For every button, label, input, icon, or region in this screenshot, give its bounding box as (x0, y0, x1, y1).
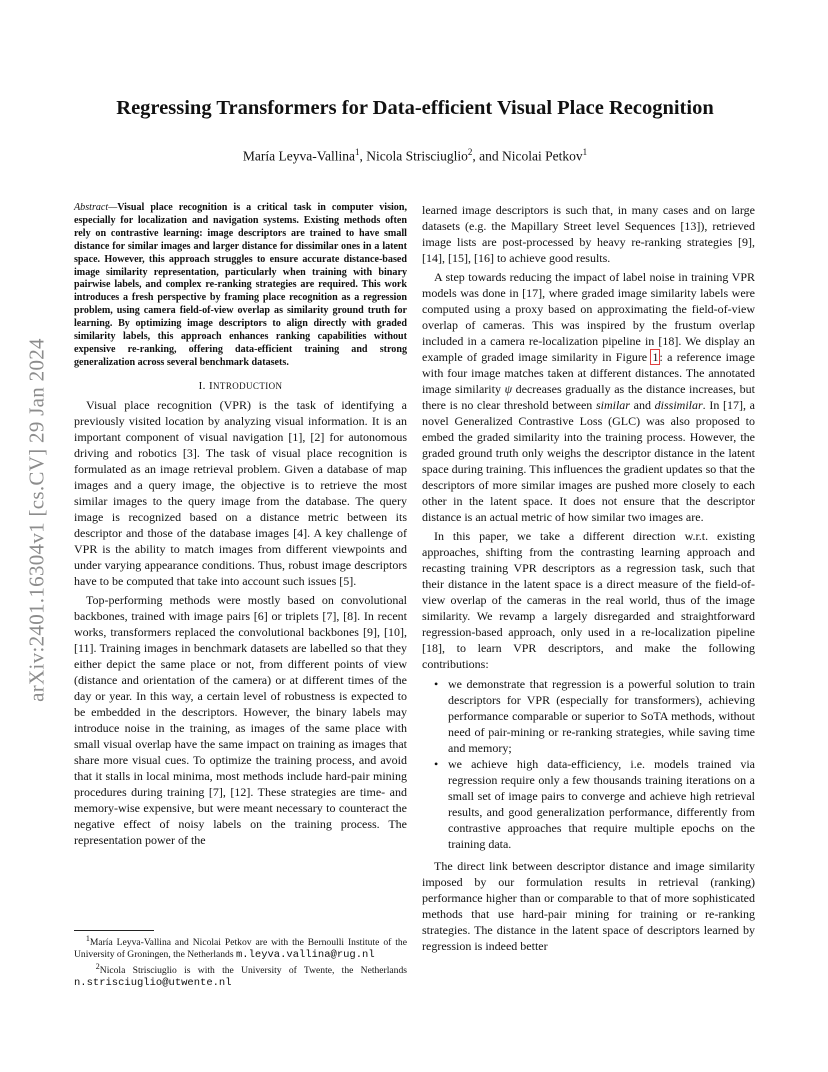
section-title-initial: I (208, 379, 214, 392)
abstract (74, 202, 407, 370)
section-number: I. (198, 379, 206, 392)
abstract-text: Visual place recognition is a critical task in computer vision, especially for localization and navigation systems. Existing methods often rely on contrastive learning: image descriptors are trained to have small distance for similar images and larger distance for dissimilar ones in a latent space. However, this approach struggles to ensure accurate distance-based image similarity representation, particularly when training with binary pairwise labels, and complex re-ranking strategies are required. This work introduces a fresh perspective by framing place recognition as a regression problem, using camera field-of-view overlap as similarity ground truth for learning. By optimizing image descriptors to align directly with graded similarity labels, this approach enhances ranking capabilities without expensive re-ranking, offering data-efficient training and strong generalization across several benchmark datasets. (74, 202, 407, 368)
text-span: : a reference image with four image matches taken at different distances. The annotated image similarity (422, 350, 755, 396)
footnotes (74, 933, 407, 989)
paper-title: Regressing Transformers for Data-efficient Visual Place Recognition (116, 97, 714, 119)
abstract-label: Abstract— (74, 202, 118, 213)
section-heading-introduction (74, 378, 407, 394)
list-item: • we demonstrate that regression is a powerful solution to train descriptors for VPR (especially for transformers), achieving performance comparable or superior to SoTA methods, without need of pair-mining or re-ranking strategies, while saving time and memory; (448, 676, 755, 756)
arxiv-stamp (22, 280, 52, 760)
text-span: and (629, 398, 655, 412)
footnote-mark: 2 (95, 962, 100, 972)
paragraph-continued: learned image descriptors is such that, in many cases and on large datasets (e.g. the Mapillary Street level Sequences [13]), retrieved image lists are post-processed by heavy re-ranking strategies [9], [14], [15], [16] to achieve good results. (422, 203, 755, 265)
footnote-1 (74, 933, 407, 961)
footnote-text: María Leyva-Vallina and Nicolai Petkov are with the Bernoulli Institute of the University of Groningen, the Netherlands (74, 937, 407, 961)
intro-paragraph-1: Visual place recognition (VPR) is the task of identifying a previously visited location by analyzing visual information. It is an important component of visual navigation [1], [2] for autonomous driving and robotics [3]. The task of visual place recognition is formulated as an image retrieval problem. Given a database of map images and a query image, the objective is to retrieve the most similar images to the query image from the database. The query image is recognized based on a distance metric between its descriptor and those of the database images [4]. A key challenge of VPR is the ability to match images from different viewpoints and under varying appearance conditions. Thus, robust image descriptors have to be computed that take into account such issues [5]. (74, 397, 407, 588)
footnote-rule (74, 930, 154, 931)
figure-reference-link[interactable]: 1 (652, 350, 659, 364)
left-column (74, 202, 407, 851)
affiliation-mark: 2 (467, 147, 473, 157)
psi-symbol: ψ (504, 382, 513, 396)
emphasis-dissimilar: dissimilar (654, 398, 703, 412)
approach-paragraph: In this paper, we take a different direction w.r.t. existing approaches, shifting from the contrasting learning approach and recasting training VPR descriptors as a regression task, such that their distance in the latent space is a direct measure of the field-of-view overlap of the cameras in the real world, thus of the image similarity. We revamp a largely disregarded and straightforward regression-based approach, only used in a re-localization pipeline [18], to learn VPR descriptors, and make the following contributions: (422, 529, 755, 671)
author-name: María Leyva-Vallina (242, 148, 355, 164)
emphasis-similar: similar (595, 398, 630, 412)
affiliation-mark: 1 (582, 147, 588, 157)
author-name: Nicola Strisciuglio (366, 148, 468, 164)
author-separator: , and (472, 148, 502, 164)
intro-paragraph-2: Top-performing methods were mostly based on convolutional backbones, trained with image pairs [6] or triplets [7], [8]. In recent works, transformers replaced the convolutional backbones [9], [10], [11]. Training images in benchmark datasets are labelled so that they either depict the same place or not, from different points of view (distance and orientation of the camera) or at different times of the day or year. In this way, a certain level of robustness is expected to be embedded in the descriptors. However, the binary labels may introduce noise in the training, as images of the same place with small visual overlap have the same impact on training as images that share more visual cues. To optimize the training process, and avoid that it stalls in local minima, most methods include hard-pair mining procedures during training [7], [12]. These strategies are time- and memory-wise expensive, but were meant necessary to counteract the negative effect of noisy labels on the training process. The representation power of the (74, 592, 407, 847)
contributions-list (422, 676, 755, 852)
list-item: • we achieve high data-efficiency, i.e. models trained via regression require only a few thousands training iterations on a small set of image pairs to converge and achieve high retrieval results, and good generalization performance, differently from contrastive approaches that require multiple epochs on the training data. (448, 756, 755, 852)
author-list (60, 143, 770, 166)
footnote-mark: 1 (85, 934, 90, 943)
footnote-email[interactable]: n.strisciuglio@utwente.nl (74, 977, 232, 990)
author-separator: , (359, 148, 367, 164)
footnote-email[interactable]: m.leyva.vallina@rug.nl (236, 949, 375, 962)
results-paragraph: The direct link between descriptor distance and image similarity imposed by our formulation results in retrieval (ranking) performance higher than or comparable to that of more sophisticated methods that use hard-pair mining for training or re-ranking strategies. The distance in the latent space of descriptors learned by regression is indeed better (422, 859, 755, 953)
affiliation-mark: 1 (354, 147, 360, 157)
related-work-paragraph (422, 269, 755, 525)
footnote-2 (74, 961, 407, 989)
arxiv-id: arXiv:2401.16304v1 [cs.CV] 29 Jan 2024 (24, 338, 49, 702)
section-title-rest: NTRODUCTION (213, 380, 283, 391)
author-name: Nicolai Petkov (501, 148, 583, 164)
footnote-text: Nicola Strisciuglio is with the University of Twente, the Netherlands (99, 965, 407, 977)
text-span: decreases gradually as the distance increases, but there is no clear threshold between (422, 382, 755, 412)
text-span: . In [17], a novel Generalized Contrastive Loss (GLC) was also proposed to embed the graded similarity into the training process. However, the graded ground truth only weighs the descriptor distance in the latent space during training. This influences the gradient updates so that the descriptors of more similar images are pushed more closely to each other in the latent space. It does not ensure that the descriptor distance is an actual metric of how similar two images are. (422, 398, 755, 524)
text-span: A step towards reducing the impact of label noise in training VPR models was done in [17], where graded image similarity labels were computed using a proxy based on approximating the field-of-view overlap of cameras. This was inspired by the frustum overlap included in a camera re-localization pipeline in [18]. We display an example of graded image similarity in Figure (422, 270, 755, 364)
right-column (422, 202, 755, 957)
